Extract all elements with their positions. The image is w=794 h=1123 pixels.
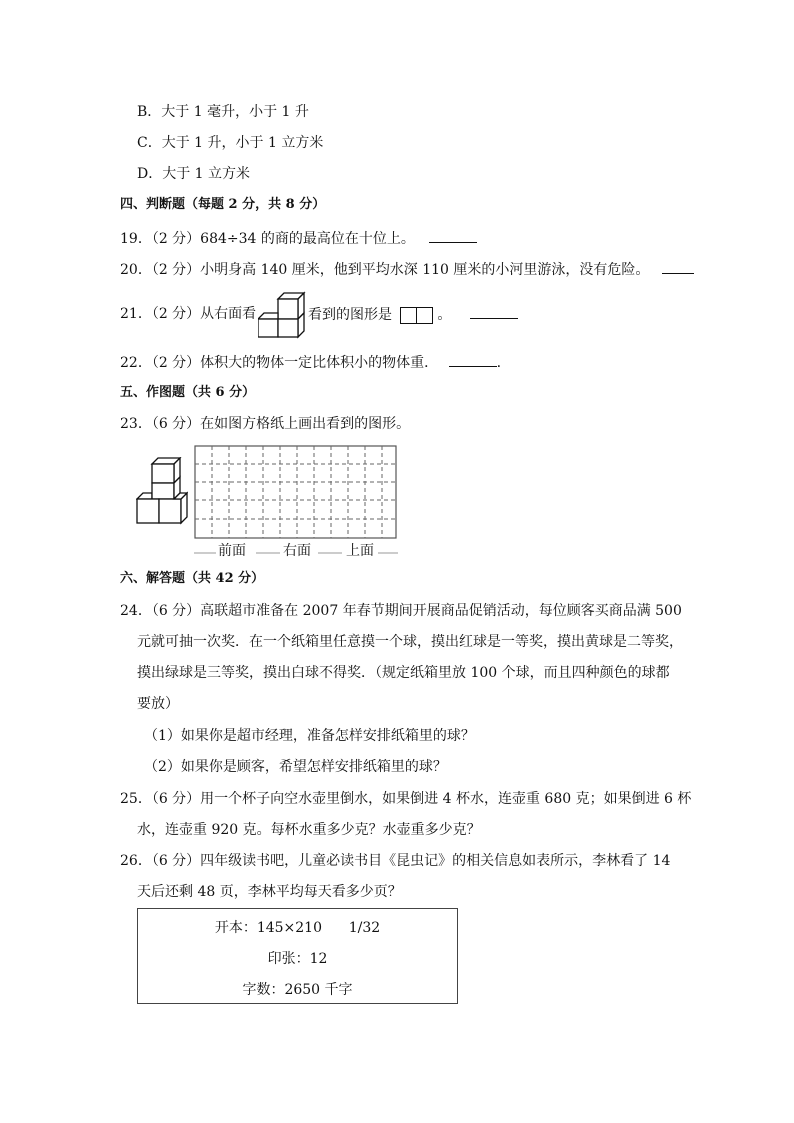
book-sheets: 印张：12 — [267, 951, 328, 967]
answer-blank-21[interactable] — [470, 304, 518, 319]
question-19 — [120, 228, 477, 249]
question-21-mid-text: 看到的图形是 — [308, 307, 392, 323]
two-square-figure — [400, 305, 433, 325]
question-22-end: . — [496, 355, 502, 371]
question-21-mid — [308, 304, 518, 325]
book-info-table — [137, 908, 458, 1004]
question-24-sub-2: （2）如果你是顾客，希望怎样安排纸箱里的球？ — [144, 759, 447, 775]
question-24-line-2: 元就可抽一次奖．在一个纸箱里任意摸一个球，摸出红球是一等奖，摸出黄球是二等奖， — [137, 634, 683, 650]
square-left — [400, 307, 417, 324]
answer-blank-22[interactable] — [449, 352, 497, 367]
question-26-line-2: 天后还剩 48 页，李林平均每天看多少页？ — [137, 884, 402, 900]
stacked-cubes-figure — [136, 457, 188, 525]
question-22 — [120, 352, 501, 373]
section-title-drawing: 五、作图题（共 6 分） — [120, 385, 256, 400]
question-20 — [120, 259, 694, 280]
question-24-line-3: 摸出绿球是三等奖，摸出白球不得奖．（规定纸箱里放 100 个球，而且四种颜色的球都 — [137, 665, 670, 681]
question-24-line-4: 要放） — [137, 696, 179, 712]
question-22-text: 22．（2 分）体积大的物体一定比体积小的物体重． — [120, 355, 439, 371]
question-19-text: 19．（2 分）684÷34 的商的最高位在十位上。 — [120, 231, 415, 247]
question-23: 23．（6 分）在如图方格纸上画出看到的图形。 — [120, 416, 411, 432]
grid-label-right: 右面 — [283, 543, 311, 559]
option-b: B．大于 1 毫升，小于 1 升 — [137, 104, 309, 120]
answer-blank-19[interactable] — [429, 228, 477, 243]
section-title-judgement: 四、判断题（每题 2 分，共 8 分） — [120, 197, 326, 212]
question-21-text: 21．（2 分）从右面看 — [120, 306, 257, 322]
question-21 — [120, 304, 256, 324]
grid-label-top: 上面 — [346, 543, 374, 559]
book-format: 开本：145×210 1/32 — [214, 920, 381, 936]
question-21-end: 。 — [437, 307, 452, 323]
question-25-line-1: 25．（6 分）用一个杯子向空水壶里倒水，如果倒进 4 杯水，连壶重 680 克；如果倒进 6 杯 — [120, 791, 692, 807]
question-25-line-2: 水，连壶重 920 克。每杯水重多少克？水壶重多少克？ — [137, 822, 481, 838]
option-d: D．大于 1 立方米 — [137, 166, 251, 182]
question-24-line-1: 24．（6 分）高联超市准备在 2007 年春节期间开展商品促销活动，每位顾客买商品满 500 — [120, 603, 682, 619]
grid-label-front: 前面 — [218, 543, 246, 559]
question-24-sub-1: （1）如果你是超市经理，准备怎样安排纸箱里的球？ — [144, 728, 475, 744]
section-title-solve: 六、解答题（共 42 分） — [120, 571, 265, 586]
question-20-text: 20．（2 分）小明身高 140 厘米，他到平均水深 110 厘米的小河里游泳，没有危险。 — [120, 262, 650, 278]
answer-blank-20[interactable] — [662, 259, 694, 274]
cube-stack-figure — [258, 291, 306, 339]
question-26-line-1: 26．（6 分）四年级读书吧，儿童必读书目《昆虫记》的相关信息如表所示，李林看了 14 — [120, 853, 671, 869]
option-c: C．大于 1 升，小于 1 立方米 — [137, 135, 324, 151]
square-right — [416, 307, 433, 324]
book-word-count: 字数：2650 千字 — [242, 982, 353, 998]
